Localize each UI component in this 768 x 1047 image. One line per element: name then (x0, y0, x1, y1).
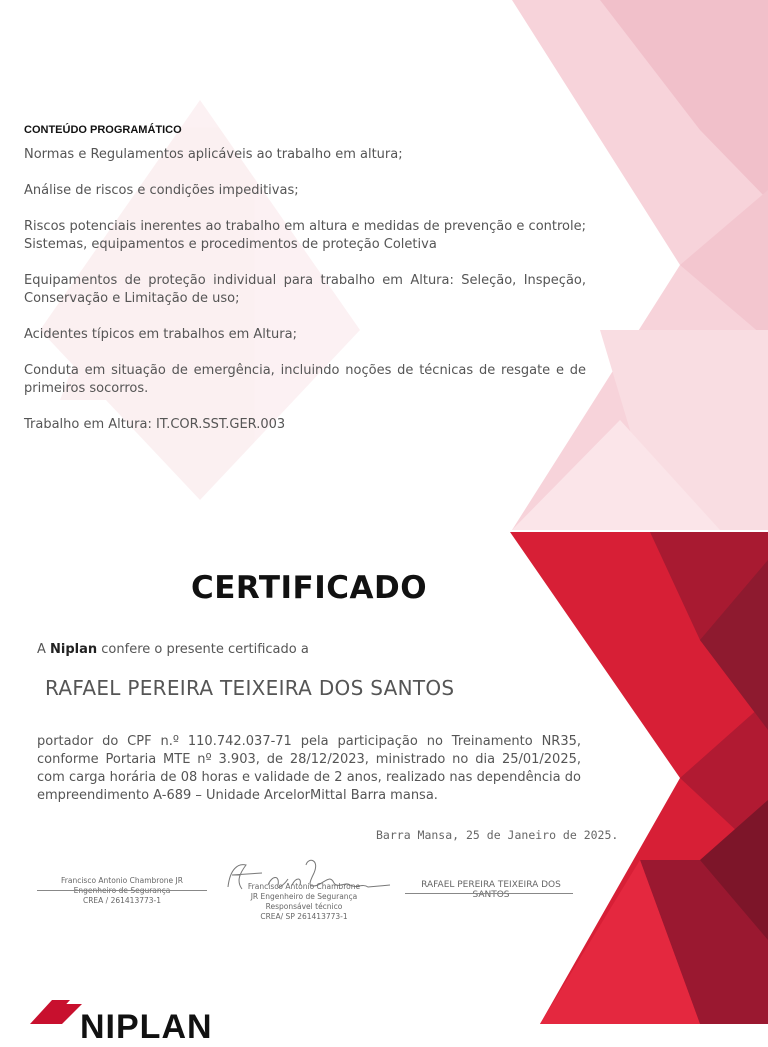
signer-2-role: JR Engenheiro de Segurança (250, 892, 358, 901)
signer-3-name: RAFAEL PEREIRA TEIXEIRA DOS SANTOS (421, 880, 561, 900)
recipient-name: RAFAEL PEREIRA TEIXEIRA DOS SANTOS (45, 676, 455, 700)
program-item: Análise de riscos e condições impeditivas; (24, 183, 299, 198)
company-name: Niplan (50, 642, 98, 657)
niplan-logo-text: NIPLAN (80, 1008, 213, 1046)
program-item: Trabalho em Altura: IT.COR.SST.GER.003 (24, 417, 286, 432)
program-item: Equipamentos de proteção individual para trabalho em Altura: Seleção, Inspeção, Conservação e Limitação de uso; (24, 273, 586, 306)
signature-block-3 (402, 880, 580, 900)
signer-2-title: Responsável técnico (265, 902, 343, 911)
signer-2-registration: CREA/ SP 261413773-1 (260, 912, 348, 921)
signer-1-role: Engenheiro de Segurança (73, 886, 171, 895)
signer-2-name: Francisco Antonio Chambrone (247, 882, 361, 891)
intro-suffix: confere o presente certificado a (97, 642, 309, 657)
signer-1-registration: CREA / 261413773-1 (82, 896, 162, 905)
signature-block-2 (222, 882, 386, 922)
program-item: Normas e Regulamentos aplicáveis ao trabalho em altura; (24, 147, 403, 162)
signer-1-name: Francisco Antonio Chambrone JR (61, 876, 183, 885)
signature-line-1 (37, 890, 207, 891)
signature-block-1 (37, 876, 207, 906)
program-item: Riscos potenciais inerentes ao trabalho em altura e medidas de prevenção e controle; Sistemas, equipamentos e procedimentos de proteção Coletiva (24, 219, 586, 252)
place-date: Barra Mansa, 25 de Janeiro de 2025. (376, 828, 619, 842)
program-item: Acidentes típicos em trabalhos em Altura; (24, 327, 297, 342)
program-list (24, 146, 586, 452)
certificate-intro (37, 642, 309, 657)
program-item: Conduta em situação de emergência, incluindo noções de técnicas de resgate e de primeiros socorros. (24, 363, 586, 396)
niplan-logo-mark (30, 1000, 82, 1024)
certificate-body: portador do CPF n.º 110.742.037-71 pela participação no Treinamento NR35, conforme Portaria MTE nº 3.903, de 28/12/2023, ministrado no dia 25/01/2025, com carga horária de 08 horas e validade de 2 anos, realizado nas dependência do empreendimento A-689 – Unidade ArcelorMittal Barra mansa. (37, 734, 581, 803)
intro-prefix: A (37, 642, 51, 657)
certificate-title: CERTIFICADO (190, 570, 428, 606)
signature-line-3 (405, 893, 573, 894)
program-heading: CONTEÚDO PROGRAMÁTICO (24, 124, 182, 136)
